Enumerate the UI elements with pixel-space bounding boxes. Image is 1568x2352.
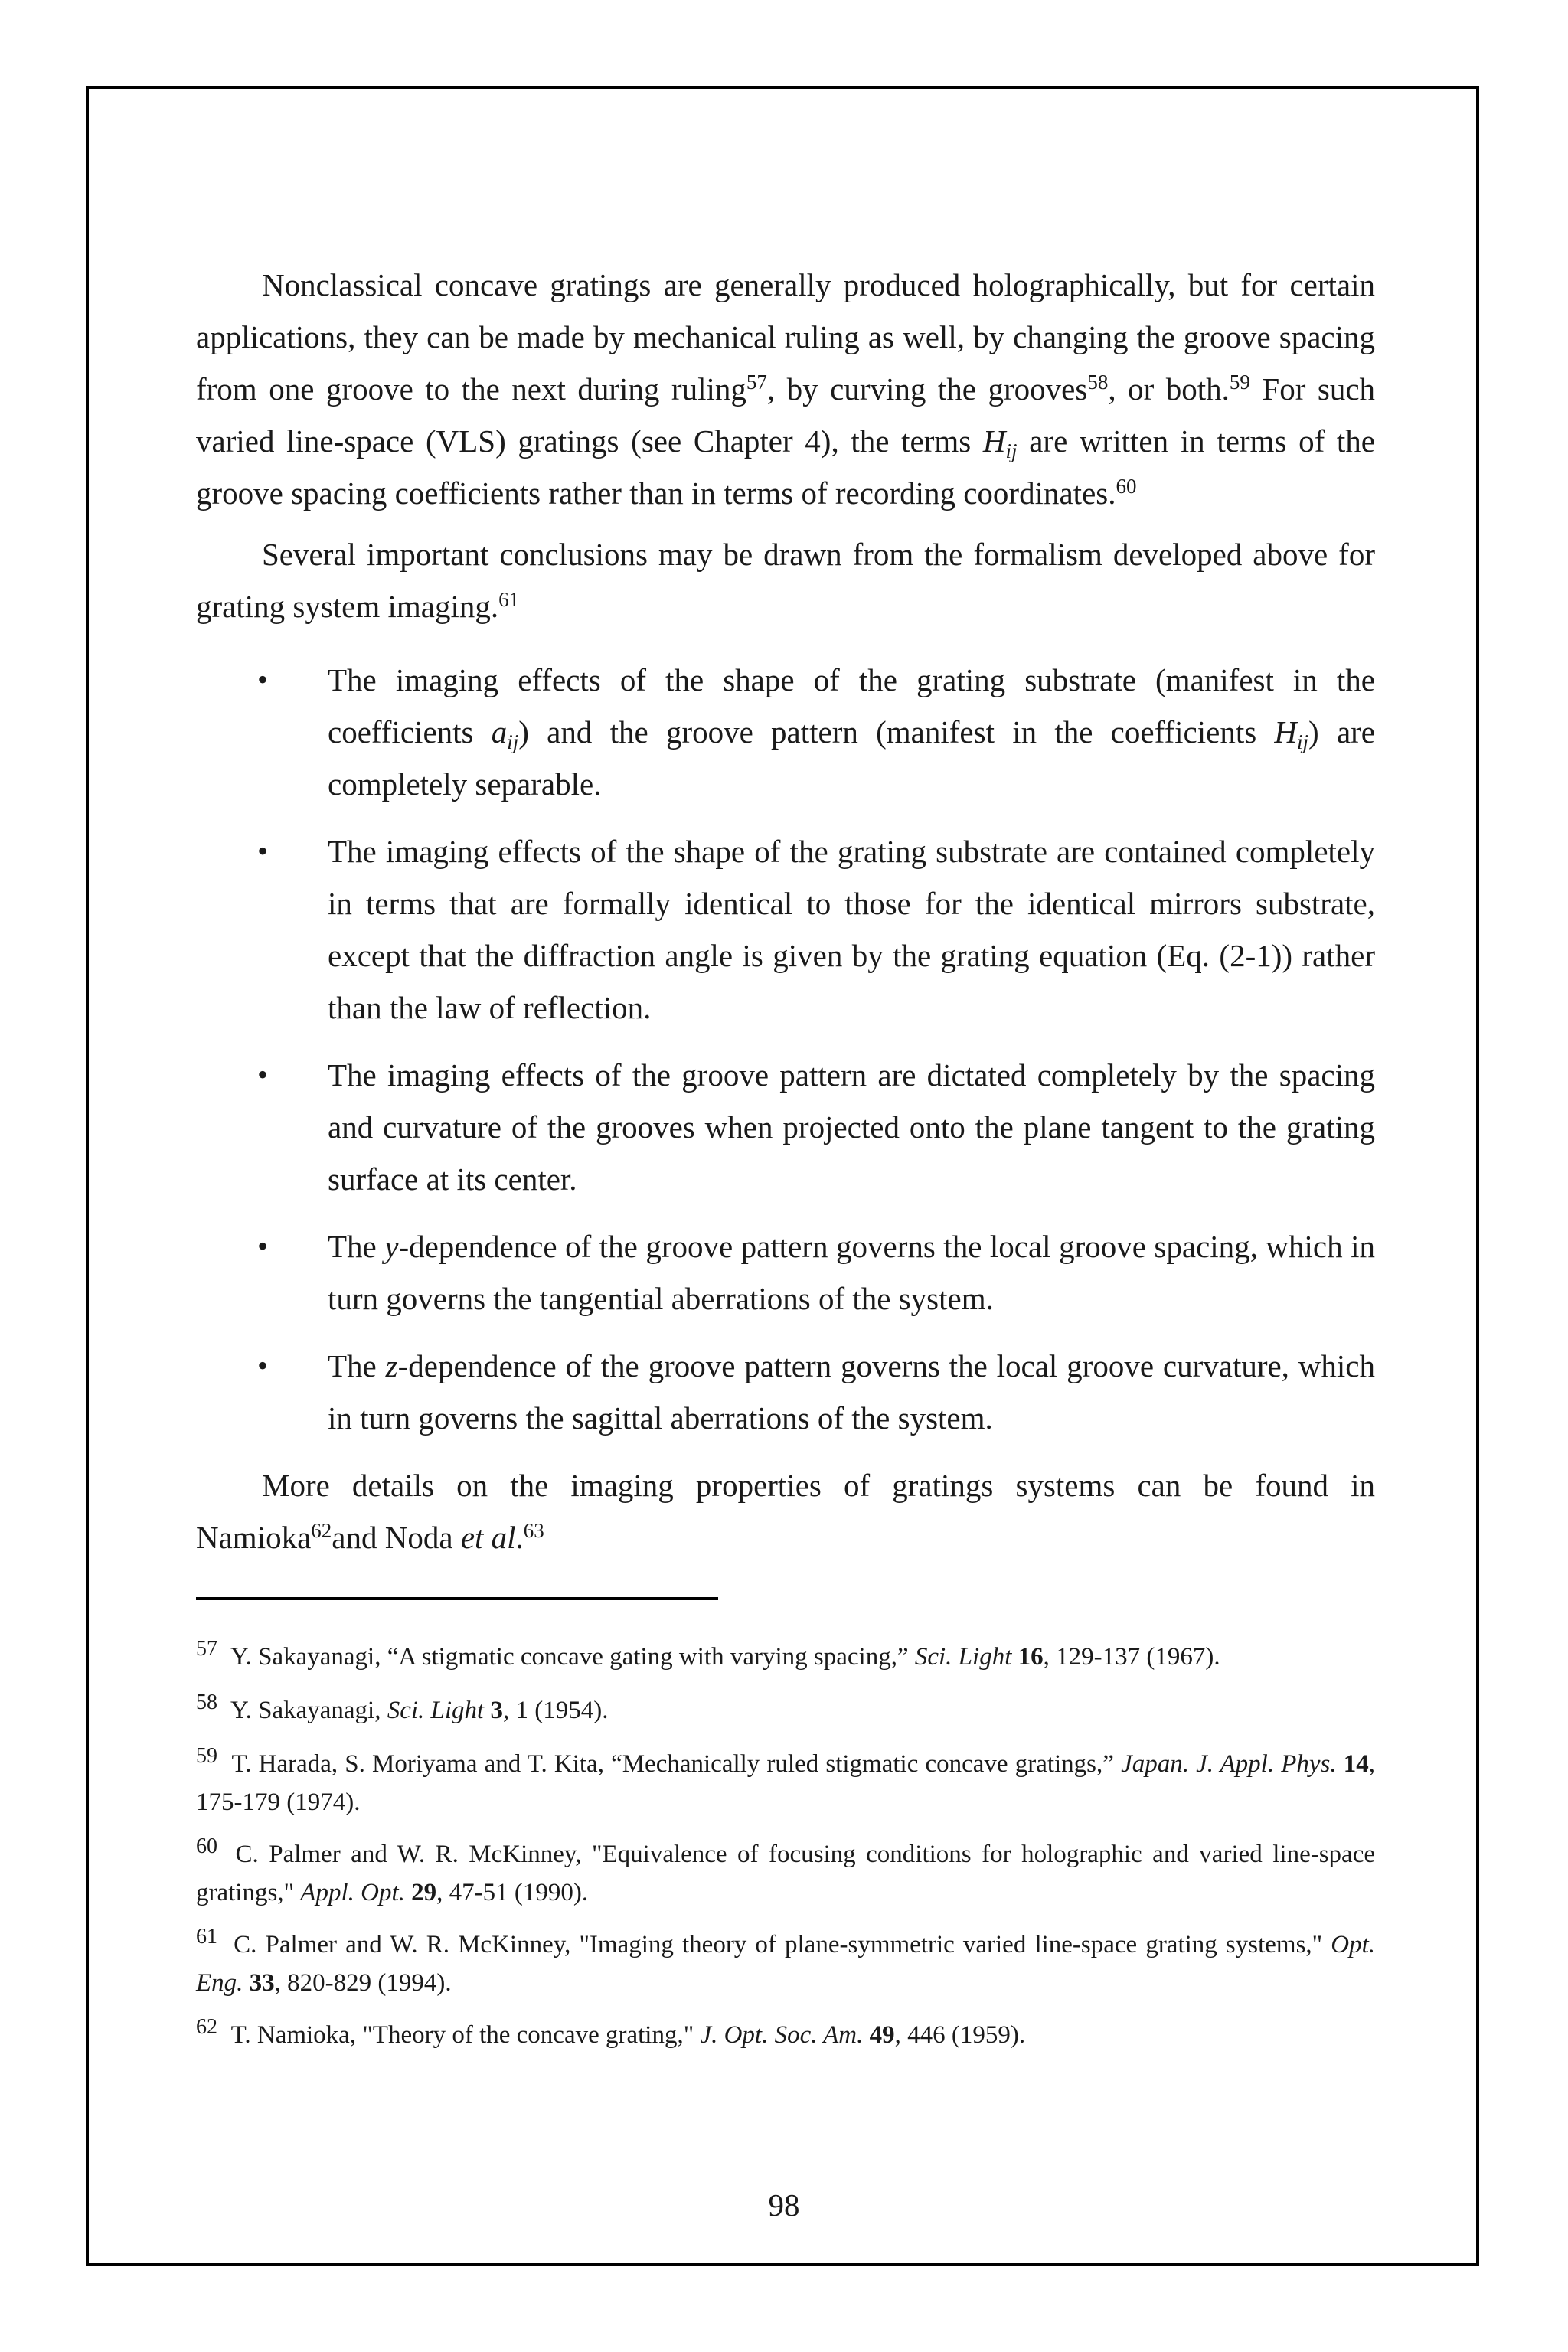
- page-number: 98: [768, 2187, 800, 2223]
- math-subscript-ij: ij: [1297, 730, 1309, 753]
- paragraph-text: Several important conclusions may be drawn from the formalism developed above for grating system imaging.: [196, 537, 1375, 624]
- list-item-text: -dependence of the groove pattern governs the local groove spacing, which in turn governs the tangential aberrations of the system.: [328, 1229, 1375, 1316]
- footnote-text: , 1 (1954).: [502, 1697, 609, 1724]
- paragraph-text: For such varied line-space (VLS) gratings (see Chapter 4), the terms: [196, 371, 1376, 459]
- footnote-ref-60[interactable]: 60: [1116, 475, 1137, 498]
- page-body: [196, 259, 1375, 2070]
- footnote-number: 58: [196, 1690, 217, 1714]
- footnote-text: , 47-51 (1990).: [436, 1879, 589, 1906]
- journal-volume: 16: [1018, 1643, 1044, 1671]
- list-item-text: ) and the groove pattern (manifest in the coefficients: [518, 714, 1275, 750]
- paragraph-nonclassical-gratings: [196, 259, 1375, 519]
- conclusions-list: [196, 654, 1375, 1444]
- paragraph-text: , or both.: [1108, 371, 1230, 407]
- footnote-text: C. Palmer and W. R. McKinney, "Equivalence of focusing conditions for holographic and varied line-space gratings,": [196, 1841, 1375, 1906]
- list-item-text: The imaging effects of the shape of the grating substrate are contained completely in terms that are formally identical to those for the identical mirrors substrate, except that the diffraction angle is given by the grating equation (Eq. (2-1)) rather than the law of reflection.: [328, 834, 1375, 1025]
- footnote-text: Y. Sakayanagi,: [225, 1697, 387, 1724]
- list-item-text: -dependence of the groove pattern governs the local groove curvature, which in turn governs the sagittal aberrations of the system.: [328, 1348, 1376, 1436]
- list-item-text: The imaging effects of the groove pattern are dictated completely by the spacing and curvature of the grooves when projected onto the plane tangent to the grating surface at its center.: [328, 1057, 1375, 1197]
- footnote-text: , 129-137 (1967).: [1043, 1643, 1220, 1671]
- bullet-icon: •: [257, 1229, 269, 1263]
- list-item-text: The: [328, 1348, 386, 1383]
- list-item-text: ) are completely separable.: [328, 714, 1375, 802]
- paragraph-text: Nonclassical concave gratings are generally produced holographically, but for certain applications, they can be made by mechanical ruling as well, by changing the groove spacing from one groove to the next during ruling: [196, 267, 1375, 407]
- footnote-ref-59[interactable]: 59: [1229, 371, 1250, 394]
- footnote-text: T. Namioka, "Theory of the concave grating,": [225, 2021, 701, 2049]
- footnote-number: 61: [196, 1925, 217, 1949]
- footnotes: [196, 1638, 1375, 2055]
- paragraph-text: and Noda: [332, 1520, 461, 1555]
- footnote-ref-57[interactable]: 57: [746, 371, 767, 394]
- paragraph-conclusions: [196, 528, 1375, 632]
- footnote-ref-61[interactable]: 61: [498, 588, 520, 611]
- paragraph-text: .: [515, 1520, 524, 1555]
- bullet-icon: •: [257, 834, 269, 868]
- footnote-text: Y. Sakayanagi, “A stigmatic concave gating with varying spacing,”: [225, 1643, 915, 1671]
- journal-name: Opt. Eng.: [196, 1931, 1375, 1997]
- footnote-text: , 446 (1959).: [894, 2021, 1026, 2049]
- list-item-text: The: [328, 1229, 385, 1264]
- footnote-ref-63[interactable]: 63: [523, 1519, 544, 1542]
- math-subscript-ij: ij: [507, 730, 519, 753]
- footnote-text: C. Palmer and W. R. McKinney, "Imaging theory of plane-symmetric varied line-space grating systems,": [225, 1931, 1331, 1958]
- journal-volume: 29: [411, 1879, 437, 1906]
- journal-name: Sci. Light: [914, 1643, 1012, 1671]
- footnote-number: 57: [196, 1637, 217, 1661]
- list-item: [196, 1220, 1375, 1325]
- paragraph-text: , by curving the grooves: [766, 371, 1088, 407]
- paragraph-text: More details on the imaging properties of gratings systems can be found in Namioka: [196, 1468, 1375, 1555]
- footnote-58: [196, 1692, 1375, 1730]
- journal-volume: 3: [490, 1697, 503, 1724]
- bullet-icon: •: [257, 662, 269, 697]
- footnote-number: 62: [196, 2015, 217, 2039]
- bullet-icon: •: [257, 1348, 269, 1383]
- footnote-59: [196, 1746, 1375, 1821]
- list-item: [196, 825, 1375, 1034]
- footnote-text: , 820-829 (1994).: [274, 1969, 452, 1997]
- footnote-62: [196, 2017, 1375, 2055]
- footnote-text: , 175-179 (1974).: [196, 1750, 1376, 1816]
- footnote-separator: [196, 1597, 718, 1600]
- journal-volume: 49: [869, 2021, 895, 2049]
- math-subscript-ij: ij: [1005, 439, 1018, 462]
- list-item: [196, 1340, 1375, 1444]
- journal-name: Japan. J. Appl. Phys.: [1121, 1750, 1337, 1778]
- journal-name: Sci. Light: [387, 1697, 485, 1724]
- footnote-number: 59: [196, 1744, 217, 1768]
- et-al-text: et al: [460, 1520, 516, 1555]
- math-variable-h: H: [1274, 714, 1298, 750]
- journal-volume: 14: [1343, 1750, 1369, 1778]
- footnote-61: [196, 1926, 1375, 2001]
- paragraph-text: are written in terms of the groove spacing coefficients rather than in terms of recording coordinates.: [196, 423, 1375, 511]
- footnote-text: T. Harada, S. Moriyama and T. Kita, “Mechanically ruled stigmatic concave gratings,”: [225, 1750, 1122, 1778]
- list-item: [196, 1049, 1375, 1205]
- math-variable-a: a: [491, 714, 508, 750]
- journal-volume: 33: [249, 1969, 275, 1997]
- list-item: [196, 654, 1375, 810]
- footnote-number: 60: [196, 1834, 217, 1858]
- math-variable-z: z: [385, 1348, 398, 1383]
- math-variable-y: y: [384, 1229, 399, 1264]
- math-variable-h: H: [982, 423, 1006, 459]
- journal-name: J. Opt. Soc. Am.: [700, 2021, 864, 2049]
- footnote-60: [196, 1836, 1375, 1911]
- footnote-57: [196, 1638, 1375, 1677]
- footnote-ref-62[interactable]: 62: [311, 1519, 332, 1542]
- bullet-icon: •: [257, 1057, 269, 1092]
- paragraph-more-details: [196, 1459, 1375, 1563]
- journal-name: Appl. Opt.: [300, 1879, 405, 1906]
- list-item-text: The imaging effects of the shape of the grating substrate (manifest in the coefficients: [328, 662, 1375, 750]
- footnote-ref-58[interactable]: 58: [1087, 371, 1109, 394]
